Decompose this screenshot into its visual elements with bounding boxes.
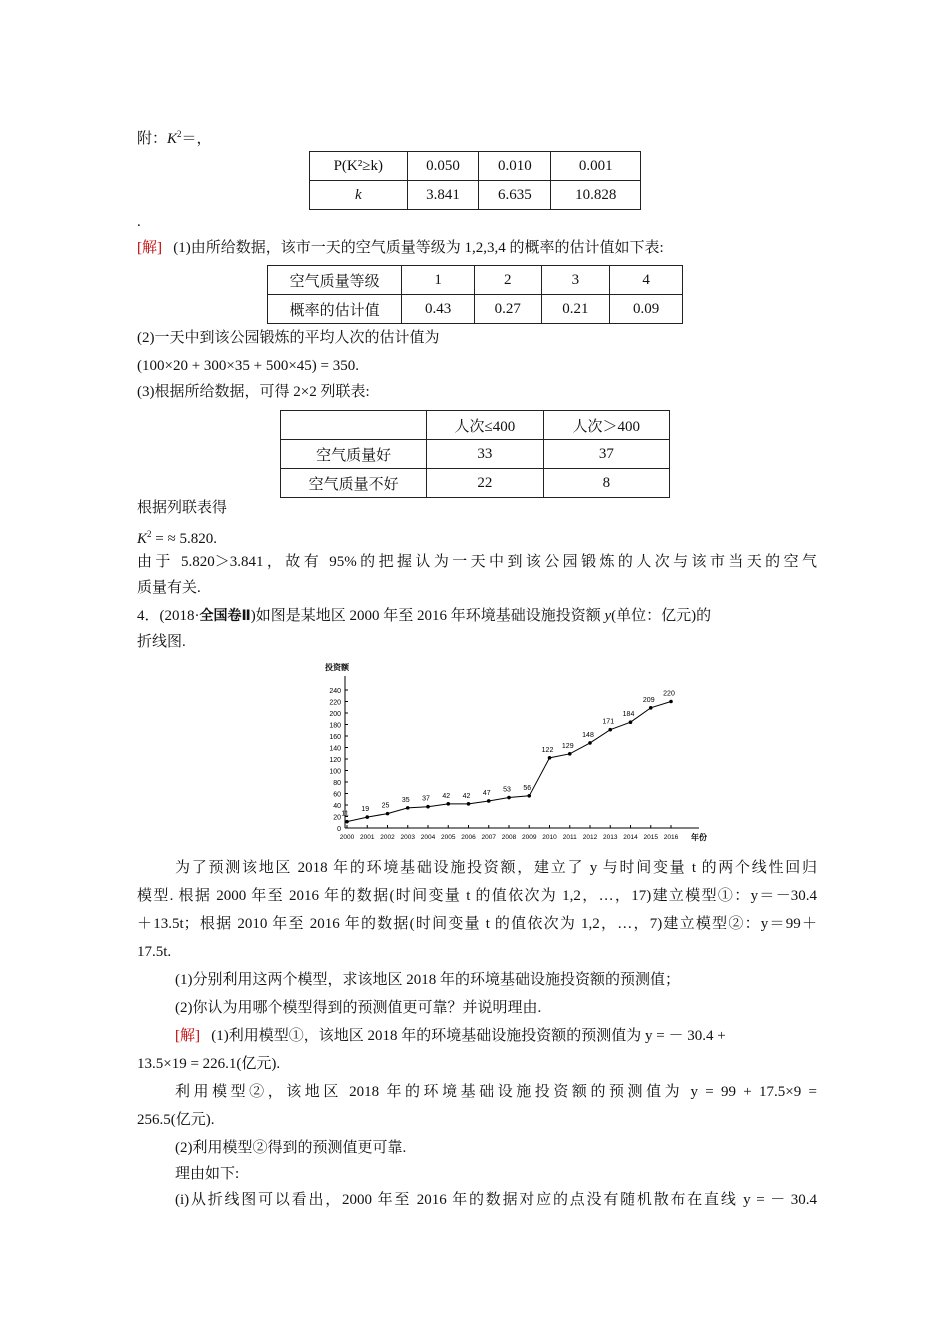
data-label: 25 <box>381 802 390 810</box>
data-point <box>629 720 633 724</box>
data-point <box>507 796 511 800</box>
y-tick-label: 140 <box>329 745 341 753</box>
x-tick-label: 2010 <box>542 834 557 841</box>
y-tick-label: 180 <box>329 722 341 730</box>
solution-2-line: (2)一天中到该公园锻炼的平均人次的估计值为 <box>137 330 440 346</box>
data-point <box>426 805 430 809</box>
data-label: 37 <box>422 795 430 803</box>
model-para-3: ＋13.5t；根据 2010 年至 2016 年的数据(时间变量 t 的值依次为 1,2，…，7)建立模型②：y＝99＋ <box>137 916 817 932</box>
table2-r1: 0.43 <box>402 295 475 324</box>
table2-h1: 1 <box>402 266 475 295</box>
data-point <box>467 802 471 806</box>
data-point <box>446 802 450 806</box>
probability-table <box>267 265 683 324</box>
x-tick-label: 2004 <box>420 834 436 841</box>
y-tick-label: 240 <box>329 688 341 695</box>
data-point <box>386 812 390 816</box>
data-label: 56 <box>523 784 532 792</box>
y-tick-label: 0 <box>337 826 341 833</box>
k2-formula-symbol: K <box>137 531 148 547</box>
question-4-prefix: 4．(2018· <box>137 608 200 624</box>
data-label: 171 <box>602 718 615 726</box>
data-label: 35 <box>401 796 410 804</box>
data-label: 42 <box>462 792 471 800</box>
table1-r0: k <box>310 181 408 210</box>
x-tick-label: 2000 <box>339 834 355 841</box>
model-para-1: 为了预测该地区 2018 年的环境基础设施投资额，建立了 y 与时间变量 t 的两个线性回归 <box>175 860 817 876</box>
solution-4-line-5: (2)利用模型②得到的预测值更可靠. <box>175 1140 407 1156</box>
data-point <box>588 741 592 745</box>
data-label: 148 <box>582 731 594 739</box>
table3-h2: 人次＞400 <box>543 411 669 440</box>
solution-4-line-2: 13.5×19 = 226.1(亿元). <box>137 1056 281 1072</box>
data-point <box>345 820 349 824</box>
appendix-eq: ＝， <box>181 131 212 147</box>
data-label: 42 <box>442 792 451 800</box>
question-4-source: 全国卷Ⅱ <box>199 608 251 624</box>
solution-4-text-1: (1)利用模型①，该地区 2018 年的环境基础设施投资额的预测值为 y = － 30.4 + <box>211 1028 726 1044</box>
data-point <box>649 706 653 710</box>
table1-h2: 0.010 <box>479 152 551 181</box>
y-tick-label: 200 <box>329 711 341 718</box>
table2-h2: 2 <box>474 266 541 295</box>
table3-h0 <box>281 411 427 440</box>
data-point <box>568 752 572 756</box>
table1-h3: 0.001 <box>551 152 641 181</box>
model-para-4: 17.5t. <box>137 944 172 960</box>
data-point <box>406 806 410 810</box>
data-label: 11 <box>341 810 349 818</box>
appendix-label: 附： <box>137 131 168 147</box>
x-tick-label: 2002 <box>380 834 395 841</box>
solution-4-tag: [解] <box>175 1028 200 1044</box>
y-tick-label: 40 <box>333 803 341 810</box>
data-point <box>608 728 612 732</box>
k2-formula-exponent: 2 <box>147 529 152 539</box>
table1-r1: 3.841 <box>407 181 479 210</box>
x-tick-label: 2016 <box>663 834 679 841</box>
x-tick-label: 2014 <box>623 834 638 841</box>
model-para-2: 模型. 根据 2000 年至 2016 年的数据(时间变量 t 的值依次为 1,2，…，17)建立模型①：y＝－30.4 <box>137 888 817 904</box>
solution-tag: [解] <box>137 240 162 256</box>
investment-line-chart <box>297 660 737 850</box>
y-axis-label: 投资额 <box>325 663 349 672</box>
solution-4-line-1 <box>175 1026 817 1046</box>
question-4-var: y <box>604 608 612 624</box>
data-point <box>527 794 531 798</box>
y-tick-label: 60 <box>333 791 341 799</box>
table3-r1c0: 空气质量好 <box>281 440 427 469</box>
series-line <box>347 702 671 822</box>
solution-4-line-7: (i)从折线图可以看出，2000 年至 2016 年的数据对应的点没有随机散布在直线 y = － 30.4 <box>175 1192 817 1208</box>
table3-r2c2: 8 <box>543 469 669 498</box>
x-tick-label: 2006 <box>461 834 476 841</box>
y-tick-label: 220 <box>329 699 341 707</box>
conclusion-line-2: 质量有关. <box>137 580 201 596</box>
data-point <box>365 815 369 819</box>
data-label: 47 <box>482 789 491 797</box>
y-tick-label: 160 <box>329 734 341 741</box>
data-label: 209 <box>642 696 655 704</box>
k2-formula <box>137 524 217 549</box>
y-tick-label: 100 <box>329 768 341 776</box>
subquestion-1: (1)分别利用这两个模型，求该地区 2018 年的环境基础设施投资额的预测值； <box>175 972 680 988</box>
contingency-table <box>280 410 670 498</box>
data-point <box>487 799 491 803</box>
x-tick-label: 2012 <box>582 834 598 841</box>
solution-4-line-6: 理由如下: <box>175 1166 240 1182</box>
question-4-line-2: 折线图. <box>137 634 186 650</box>
x-tick-label: 2011 <box>562 834 577 841</box>
table3-r2c1: 22 <box>427 469 543 498</box>
x-tick-label: 2007 <box>481 834 496 841</box>
x-tick-label: 2008 <box>501 834 517 841</box>
table2-r3: 0.21 <box>541 295 610 324</box>
solution-4-line-3: 利用模型②，该地区 2018 年的环境基础设施投资额的预测值为 y = 99 + 17.5×9 = <box>175 1084 817 1100</box>
table3-r1c1: 33 <box>427 440 543 469</box>
table3-r1c2: 37 <box>543 440 669 469</box>
x-tick-label: 2003 <box>400 834 415 841</box>
table1-h0: P(K²≥k) <box>310 152 408 181</box>
k2-formula-value: = ≈ 5.820. <box>151 531 217 547</box>
solution-1-text: (1)由所给数据，该市一天的空气质量等级为 1,2,3,4 的概率的估计值如下表: <box>173 240 664 256</box>
critical-value-table <box>309 151 641 210</box>
data-label: 53 <box>503 786 511 794</box>
appendix-line <box>137 124 212 149</box>
conclusion-line-1: 由于 5.820＞3.841，故有 95%的把握认为一天中到该公园锻炼的人次与该市当天的空气 <box>137 554 817 570</box>
table1-h1: 0.050 <box>407 152 479 181</box>
x-tick-label: 2015 <box>643 834 658 841</box>
x-tick-label: 2001 <box>360 834 375 841</box>
data-label: 220 <box>663 690 675 698</box>
data-label: 19 <box>361 806 370 814</box>
table2-h0: 空气质量等级 <box>268 266 402 295</box>
solution-1-line <box>137 238 664 258</box>
x-tick-label: 2013 <box>603 834 618 841</box>
x-tick-label: 2005 <box>441 834 456 841</box>
table3-h1: 人次≤400 <box>427 411 543 440</box>
question-4-unit: (单位：亿元)的 <box>611 608 712 624</box>
y-tick-label: 80 <box>333 780 341 787</box>
y-tick-label: 20 <box>333 814 341 822</box>
data-label: 122 <box>541 746 554 754</box>
data-label: 129 <box>561 742 574 750</box>
solution-2-formula: (100×20 + 300×35 + 500×45) = 350. <box>137 358 359 374</box>
x-axis-label: 年份 <box>691 833 707 842</box>
data-label: 184 <box>622 711 635 719</box>
k2-exponent: 2 <box>177 129 182 139</box>
table2-r0: 概率的估计值 <box>268 295 402 324</box>
data-point <box>548 756 552 760</box>
data-point <box>669 700 673 704</box>
y-tick-label: 120 <box>329 757 341 764</box>
contingency-conclusion: 根据列联表得 <box>137 500 228 516</box>
x-tick-label: 2009 <box>522 834 537 841</box>
table2-r2: 0.27 <box>474 295 541 324</box>
question-4-line-1 <box>137 606 711 626</box>
solution-4-line-4: 256.5(亿元). <box>137 1112 215 1128</box>
question-4-text: )如图是某地区 2000 年至 2016 年环境基础设施投资额 <box>250 608 605 624</box>
table2-h4: 4 <box>610 266 683 295</box>
table1-r2: 6.635 <box>479 181 551 210</box>
table2-r4: 0.09 <box>610 295 683 324</box>
table2-h3: 3 <box>541 266 610 295</box>
k2-symbol: K <box>167 131 178 147</box>
solution-3-line: (3)根据所给数据，可得 2×2 列联表: <box>137 384 370 400</box>
table3-r2c0: 空气质量不好 <box>281 469 427 498</box>
stray-dot: . <box>137 214 141 230</box>
table1-r3: 10.828 <box>551 181 641 210</box>
subquestion-2: (2)你认为用哪个模型得到的预测值更可靠？并说明理由. <box>175 1000 542 1016</box>
